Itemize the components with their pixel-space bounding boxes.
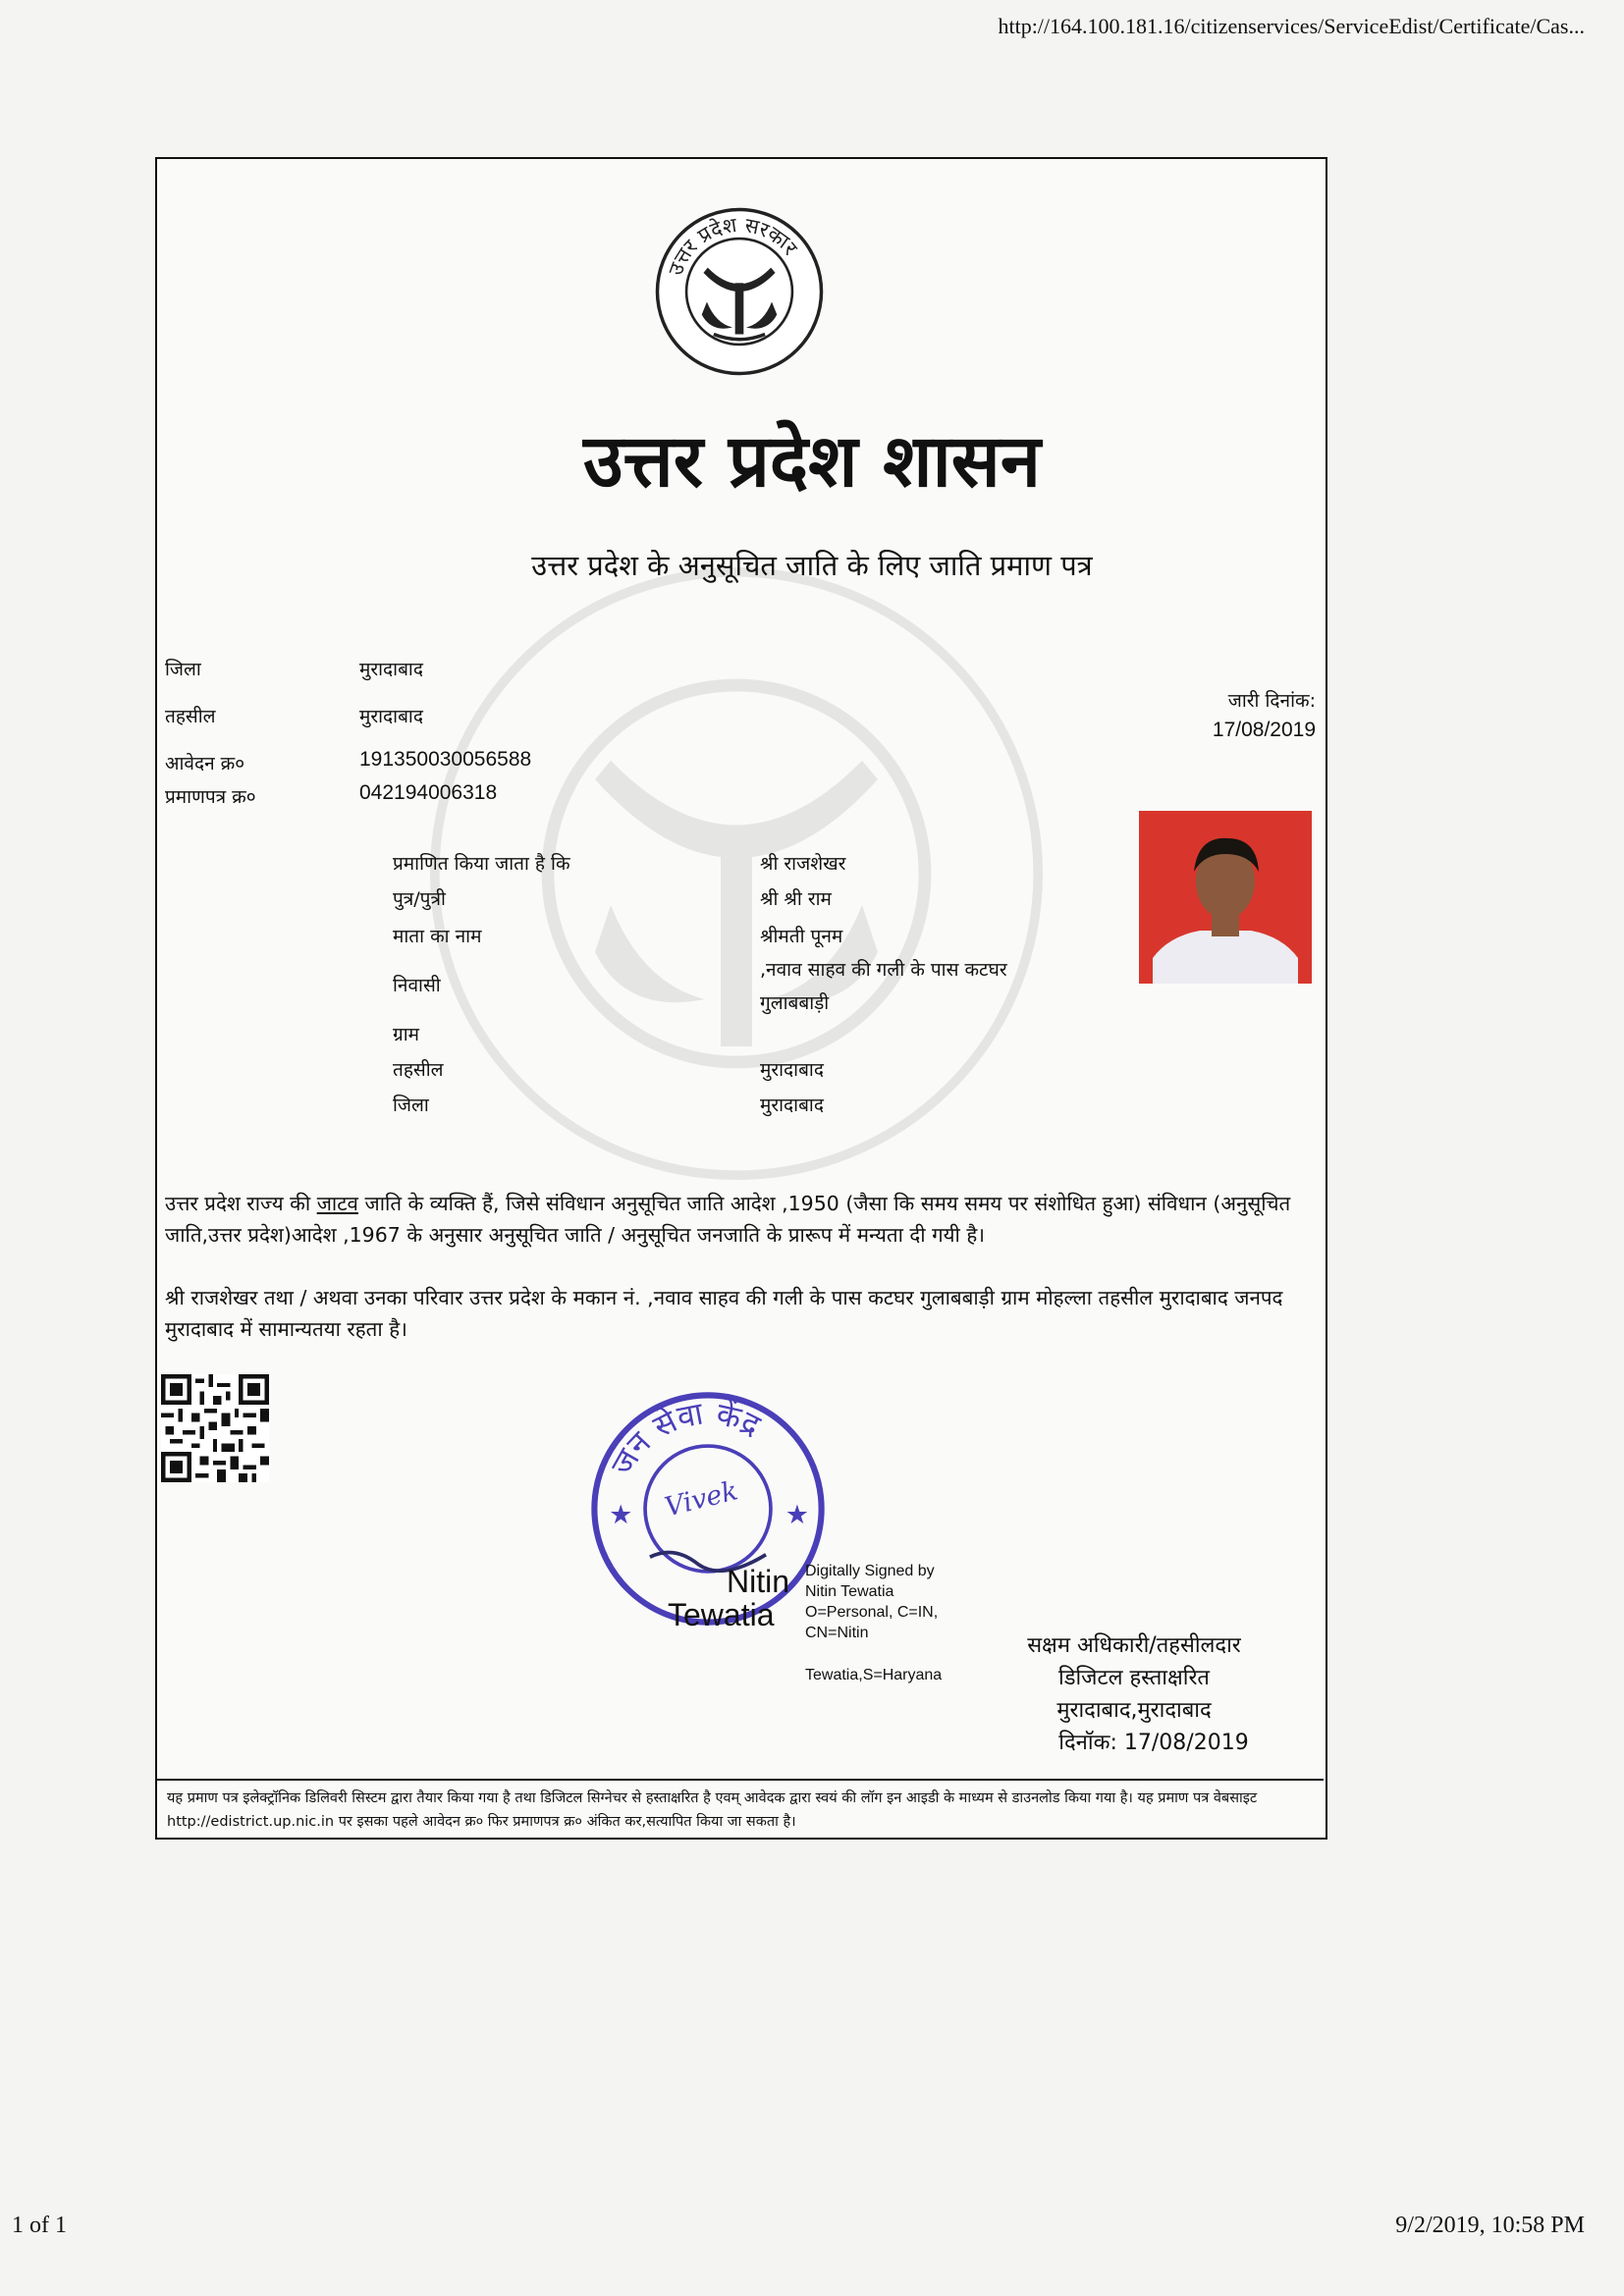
application-no-value: 191350030056588 xyxy=(359,748,532,771)
certification-paragraph xyxy=(165,1188,1319,1251)
details-label-5: ग्राम xyxy=(393,1024,419,1045)
details-label-3: निवासी xyxy=(393,975,441,996)
authority-location: मुरादाबाद,मुरादाबाद xyxy=(1056,1698,1212,1723)
details-value-2: श्रीमती पूनम xyxy=(760,926,843,947)
application-no-label: आवेदन क्र० xyxy=(165,753,245,774)
paragraph-text-pre: उत्तर प्रदेश राज्य की xyxy=(165,1192,317,1215)
digital-signature-line5: Tewatia,S=Haryana xyxy=(805,1667,943,1683)
stamp-handwriting: Vivek xyxy=(662,1475,741,1523)
digital-signature-name-line2: Tewatia xyxy=(668,1597,775,1632)
details-value-0: श्री राजशेखर xyxy=(760,853,846,875)
authority-digitally-signed: डिजिटल हस्ताक्षरित xyxy=(1058,1666,1210,1690)
details-label-0: प्रमाणित किया जाता है कि xyxy=(393,853,570,875)
qr-code-icon[interactable] xyxy=(161,1374,269,1482)
digital-signature-name xyxy=(668,1565,789,1631)
svg-text:जन सेवा केंद्र xyxy=(603,1394,767,1481)
authority-signature-block xyxy=(992,1629,1276,1759)
details-value-6: मुरादाबाद xyxy=(760,1059,824,1081)
svg-text:★: ★ xyxy=(785,1499,809,1530)
details-value-1: श्री श्री राम xyxy=(760,888,832,910)
print-timestamp: 9/2/2019, 10:58 PM xyxy=(1395,2213,1585,2238)
footer-note: यह प्रमाण पत्र इलेक्ट्रॉनिक डिलिवरी सिस्टम द्वारा तैयार किया गया है तथा डिजिटल सिग्नेचर से हस्ताक्षरित है एवम् आवेदक द्वारा स्वयं की लॉग इन आइडी के माध्यम से डाउनलोड किया गया है। यह प्रमाण पत्र वेबसाइट http://edistrict.up.nic.in पर इसका पहले आवेदन क्र० फिर प्रमाणपत्र क्र० अंकित कर,सत्यापित किया जा सकता है। xyxy=(155,1779,1324,1836)
details-value-4: गुलाबबाड़ी xyxy=(760,992,830,1014)
details-label-7: जिला xyxy=(393,1095,429,1116)
emblem-ring-text: उत्तर प्रदेश सरकार xyxy=(663,212,802,279)
digital-signature-line4: CN=Nitin xyxy=(805,1625,869,1641)
paragraph-text-post: जाति के व्यक्ति हैं, जिसे संविधान अनुसूचित जाति आदेश ,1950 (जैसा कि समय समय पर संशोधित हुआ) संविधान (अनुसूचित जाति,उत्तर प्रदेश)आदेश ,1967 के अनुसार अनुसूचित जाति / अनुसूचित जनजाति के प्रारूप में मन्यता दी गयी है। xyxy=(165,1192,1291,1247)
digital-signature-line2: Nitin Tewatia xyxy=(805,1583,894,1600)
issue-date-value: 17/08/2019 xyxy=(1212,719,1316,741)
details-label-2: माता का नाम xyxy=(393,926,482,947)
digital-signature-details xyxy=(805,1561,942,1685)
details-value-3: ,नवाव साहव की गली के पास कटघर xyxy=(760,959,1007,981)
certificate-no-label: प्रमाणपत्र क्र० xyxy=(165,786,256,808)
details-value-7: मुरादाबाद xyxy=(760,1095,824,1116)
authority-date: दिनॉक: 17/08/2019 xyxy=(1058,1731,1249,1755)
print-url: http://164.100.181.16/citizenservices/ServiceEdist/Certificate/Cas... xyxy=(998,14,1585,38)
certificate-no-value: 042194006318 xyxy=(359,781,498,804)
details-label-6: तहसील xyxy=(393,1059,444,1081)
details-label-1: पुत्र/पुत्री xyxy=(393,888,446,910)
up-government-emblem-icon xyxy=(654,206,825,377)
certificate-subtitle: उत्तर प्रदेश के अनुसूचित जाति के लिए जाति प्रमाण पत्र xyxy=(531,549,1093,582)
digital-signature-name-line1: Nitin xyxy=(727,1564,790,1599)
tehsil-label: तहसील xyxy=(165,706,216,727)
svg-text:★: ★ xyxy=(609,1499,633,1530)
applicant-photo xyxy=(1139,811,1312,984)
stamp-ring-text: जन सेवा केंद्र xyxy=(603,1394,767,1481)
certificate-title: उत्तर प्रदेश शासन xyxy=(583,419,1041,504)
caste-name: जाटव xyxy=(316,1192,358,1215)
tehsil-value: मुरादाबाद xyxy=(359,706,423,727)
digital-signature-line1: Digitally Signed by xyxy=(805,1563,935,1579)
authority-designation: सक्षम अधिकारी/तहसीलदार xyxy=(1027,1633,1241,1658)
residence-paragraph: श्री राजशेखर तथा / अथवा उनका परिवार उत्तर प्रदेश के मकान नं. ,नवाव साहव की गली के पास कटघर गुलाबबाड़ी ग्राम मोहल्ला तहसील मुरादाबाद जनपद मुरादाबाद में सामान्यतया रहता है। xyxy=(165,1286,1283,1341)
district-value: मुरादाबाद xyxy=(359,659,423,680)
digital-signature-line3: O=Personal, C=IN, xyxy=(805,1604,939,1621)
issue-date-label: जारी दिनांक: xyxy=(1227,690,1316,712)
district-label: जिला xyxy=(165,659,201,680)
print-page-number: 1 of 1 xyxy=(12,2213,67,2238)
